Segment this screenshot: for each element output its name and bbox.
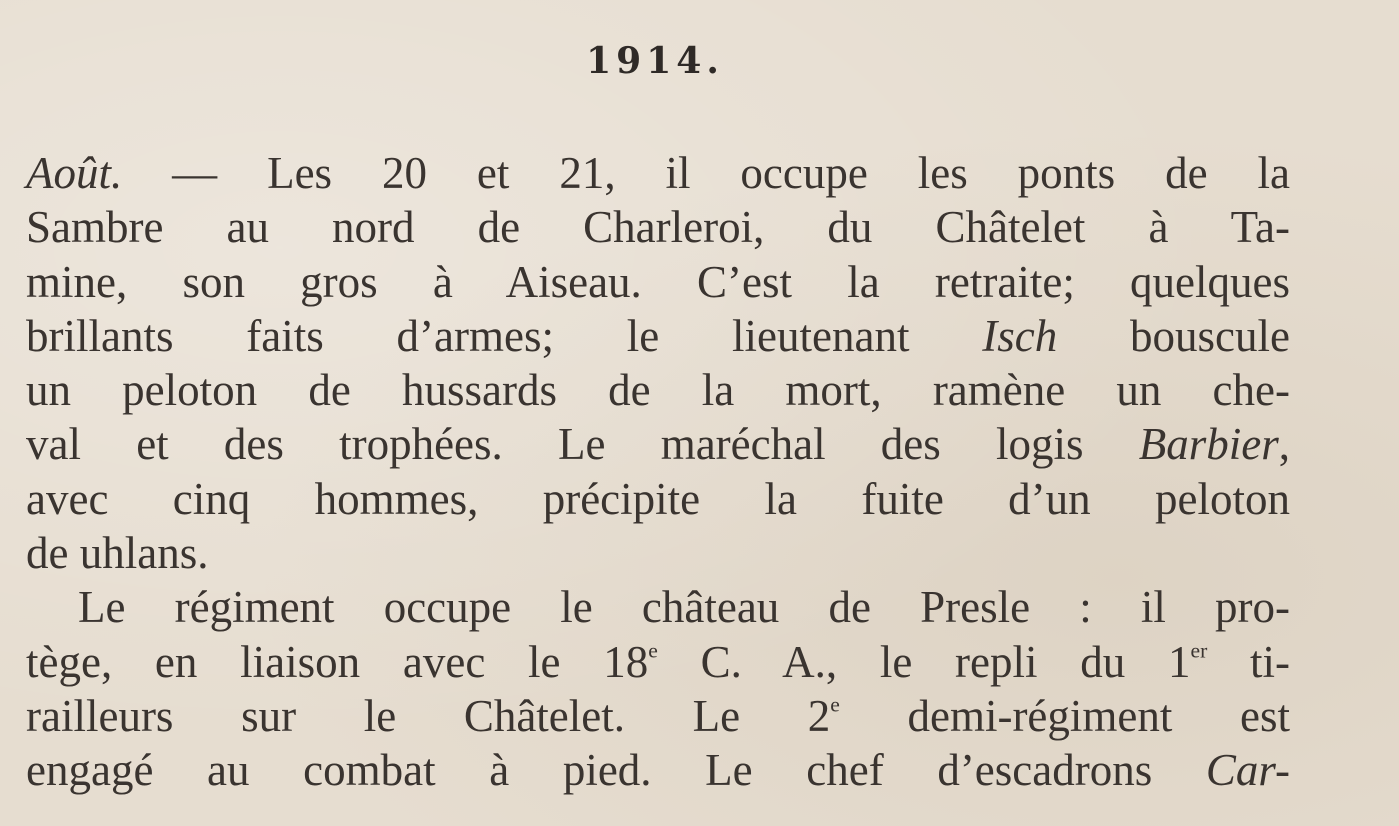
text-line (26, 200, 1290, 254)
text-run: demi-régiment est (839, 690, 1291, 741)
text-line (26, 363, 1290, 417)
text-run: un peloton de hussards de la mort, ramène un che- (26, 365, 1290, 416)
paragraph (26, 580, 1290, 797)
text-line (26, 309, 1290, 363)
text-run: Sambre au nord de Charleroi, du Châtelet à Ta- (26, 202, 1290, 253)
page-heading: 1914. (586, 40, 724, 82)
text-run: Le régiment occupe le château de Presle : il pro- (78, 582, 1290, 633)
superscript: e (648, 638, 658, 663)
paragraph (26, 146, 1290, 580)
text-run: avec cinq hommes, précipite la fuite d’un peloton (26, 473, 1290, 524)
superscript: er (1190, 638, 1208, 663)
text-line (26, 580, 1290, 634)
text-run: tège, en liaison avec le 18 (26, 636, 649, 687)
text-line (26, 255, 1290, 309)
italic-text: Barbier (1138, 419, 1279, 470)
text-run: railleurs sur le Châtelet. Le 2 (26, 690, 831, 741)
text-run: de uhlans. (26, 528, 209, 579)
text-run: mine, son gros à Aiseau. C’est la retraite; quelques (26, 256, 1290, 307)
text-line (26, 689, 1290, 743)
text-line (26, 526, 1290, 580)
italic-text: Car- (1205, 745, 1290, 796)
text-run: val et des trophées. Le maréchal des logis (26, 419, 1139, 470)
italic-text: Août. (26, 148, 123, 198)
superscript: e (830, 692, 840, 717)
text-run: ti- (1207, 636, 1290, 687)
text-run: C. A., le repli du 1 (657, 636, 1191, 687)
text-run: brillants faits d’armes; le lieutenant (26, 310, 983, 361)
text-line (26, 417, 1290, 471)
text-line (26, 743, 1290, 797)
text-run: bouscule (1057, 310, 1291, 361)
text-run: — Les 20 et 21, il occupe les ponts de la (122, 148, 1290, 198)
text-line (26, 146, 1290, 200)
text-run: engagé au combat à pied. Le chef d’escadrons (26, 745, 1206, 796)
text-line (26, 635, 1290, 689)
italic-text: Isch (982, 310, 1058, 361)
text-line (26, 472, 1290, 526)
body-text (26, 146, 1290, 798)
text-run: , (1278, 419, 1290, 470)
